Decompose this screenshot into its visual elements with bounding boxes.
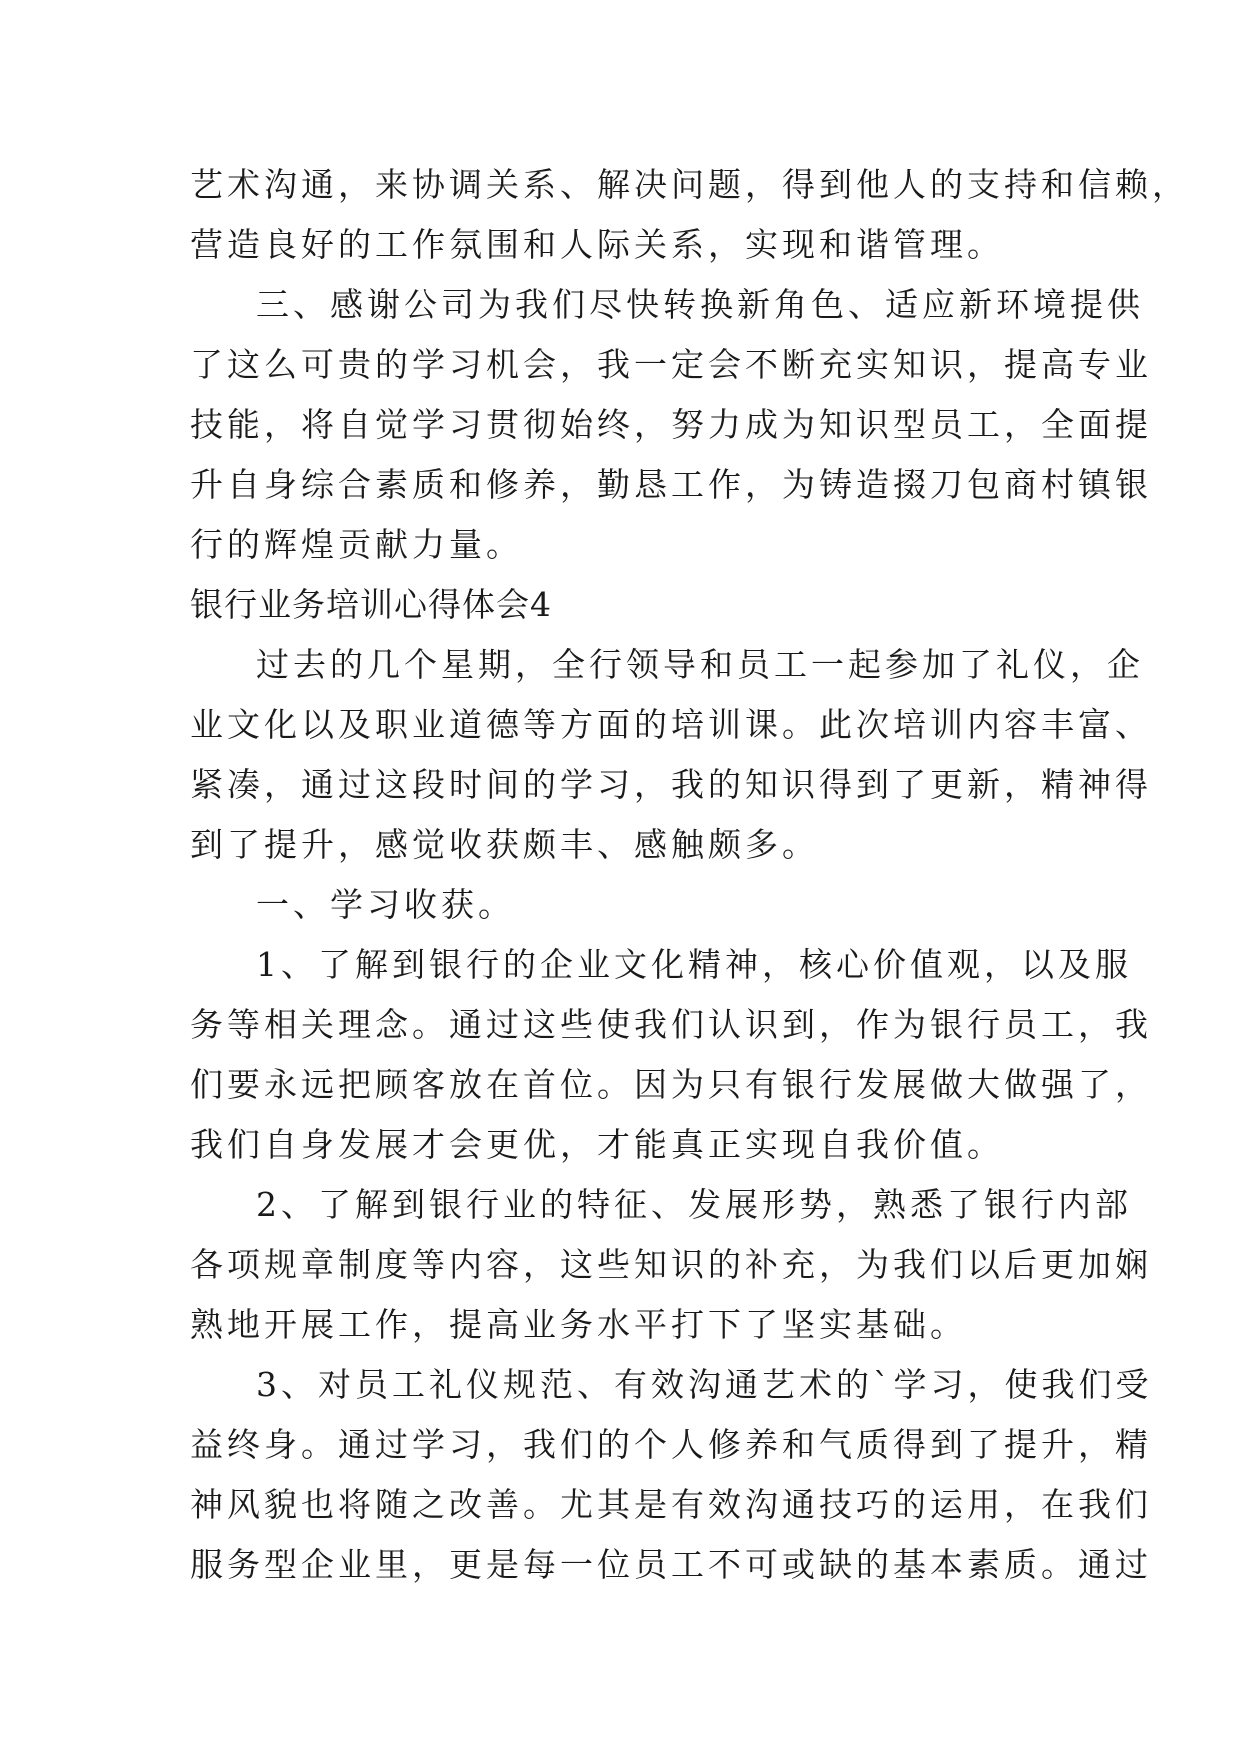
text-line: 紧凑，通过这段时间的学习，我的知识得到了更新，精神得 <box>190 765 1152 804</box>
text-line: 升自身综合素质和修养，勤恳工作，为铸造掇刀包商村镇银 <box>190 465 1152 504</box>
paragraph-start-line: 3、对员工礼仪规范、有效沟通艺术的`学习，使我们受 <box>256 1365 1153 1404</box>
text-line: 营造良好的工作氛围和人际关系，实现和谐管理。 <box>190 225 1004 264</box>
document-body <box>190 155 1189 1595</box>
paragraph-start-line: 2、了解到银行业的特征、发展形势，熟悉了银行内部 <box>256 1185 1132 1224</box>
text-line: 行的辉煌贡献力量。 <box>190 525 523 564</box>
subsection-heading: 一、学习收获。 <box>256 885 515 924</box>
text-line: 技能，将自觉学习贯彻始终，努力成为知识型员工，全面提 <box>190 405 1152 444</box>
section-heading: 银行业务培训心得体会4 <box>190 585 552 624</box>
text-line: 艺术沟通，来协调关系、解决问题，得到他人的支持和信赖， <box>190 165 1189 204</box>
text-line: 们要永远把顾客放在首位。因为只有银行发展做大做强了， <box>190 1065 1152 1104</box>
paragraph-start-line: 1、了解到银行的企业文化精神，核心价值观，以及服 <box>256 945 1132 984</box>
text-line: 了这么可贵的学习机会，我一定会不断充实知识，提高专业 <box>190 345 1152 384</box>
text-line: 熟地开展工作，提高业务水平打下了坚实基础。 <box>190 1305 967 1344</box>
text-line: 神风貌也将随之改善。尤其是有效沟通技巧的运用，在我们 <box>190 1485 1152 1524</box>
text-line: 我们自身发展才会更优，才能真正实现自我价值。 <box>190 1125 1004 1164</box>
text-line: 服务型企业里，更是每一位员工不可或缺的基本素质。通过 <box>190 1545 1152 1584</box>
paragraph-start-line: 三、感谢公司为我们尽快转换新角色、适应新环境提供 <box>256 285 1144 324</box>
text-line: 到了提升，感觉收获颇丰、感触颇多。 <box>190 825 819 864</box>
text-line: 益终身。通过学习，我们的个人修养和气质得到了提升，精 <box>190 1425 1152 1464</box>
text-line: 业文化以及职业道德等方面的培训课。此次培训内容丰富、 <box>190 705 1152 744</box>
text-line: 各项规章制度等内容，这些知识的补充，为我们以后更加娴 <box>190 1245 1152 1284</box>
text-line: 务等相关理念。通过这些使我们认识到，作为银行员工，我 <box>190 1005 1152 1044</box>
paragraph-start-line: 过去的几个星期，全行领导和员工一起参加了礼仪，企 <box>256 645 1144 684</box>
